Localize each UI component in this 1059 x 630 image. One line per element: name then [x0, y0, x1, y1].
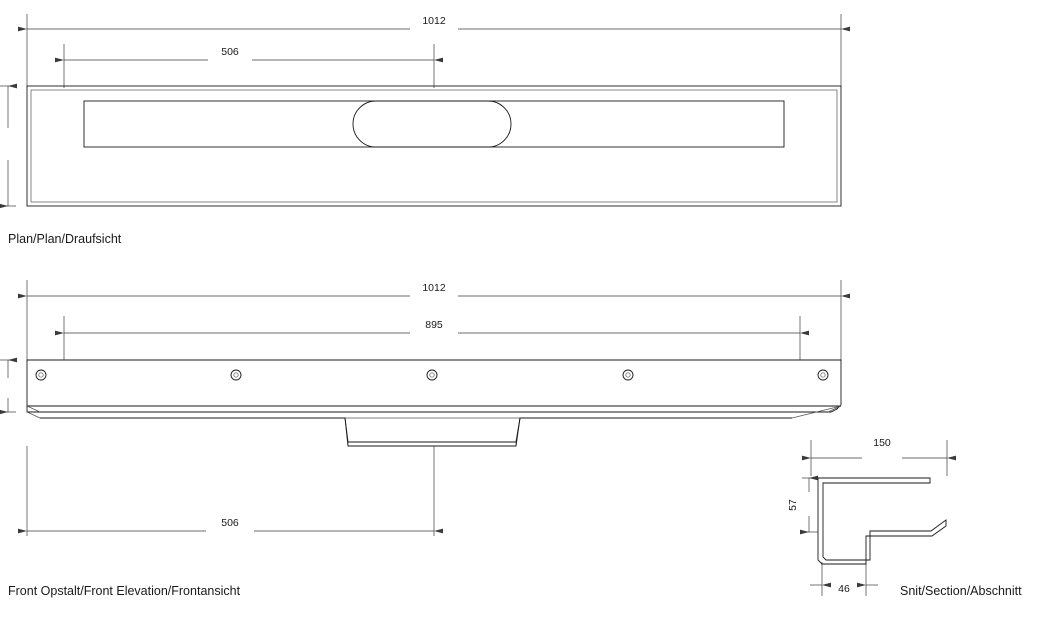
- plan-view-label: Plan/Plan/Draufsicht: [8, 232, 122, 246]
- plan-view-dimension-texts: [221, 15, 446, 58]
- front-view-label: Front Opstalt/Front Elevation/Frontansicht: [8, 584, 241, 598]
- section-view-dimension-texts: [787, 437, 891, 595]
- dim-plan-overall: 1012: [422, 15, 446, 27]
- front-view-dimension-texts: [221, 282, 446, 529]
- dim-section-height: 57: [787, 499, 799, 511]
- dim-section-width: 150: [873, 437, 891, 449]
- dim-front-holes-span: 895: [425, 319, 443, 331]
- front-fixing-holes: [36, 370, 828, 380]
- section-view-label: Snit/Section/Abschnitt: [900, 584, 1022, 598]
- dim-front-half: 506: [221, 517, 239, 529]
- plan-view-geometry: [0, 14, 841, 206]
- dim-front-overall: 1012: [422, 282, 446, 294]
- section-view-geometry: [802, 440, 947, 596]
- front-view-geometry: [0, 280, 841, 536]
- dim-plan-half: 506: [221, 46, 239, 58]
- dim-section-base: 46: [838, 583, 850, 595]
